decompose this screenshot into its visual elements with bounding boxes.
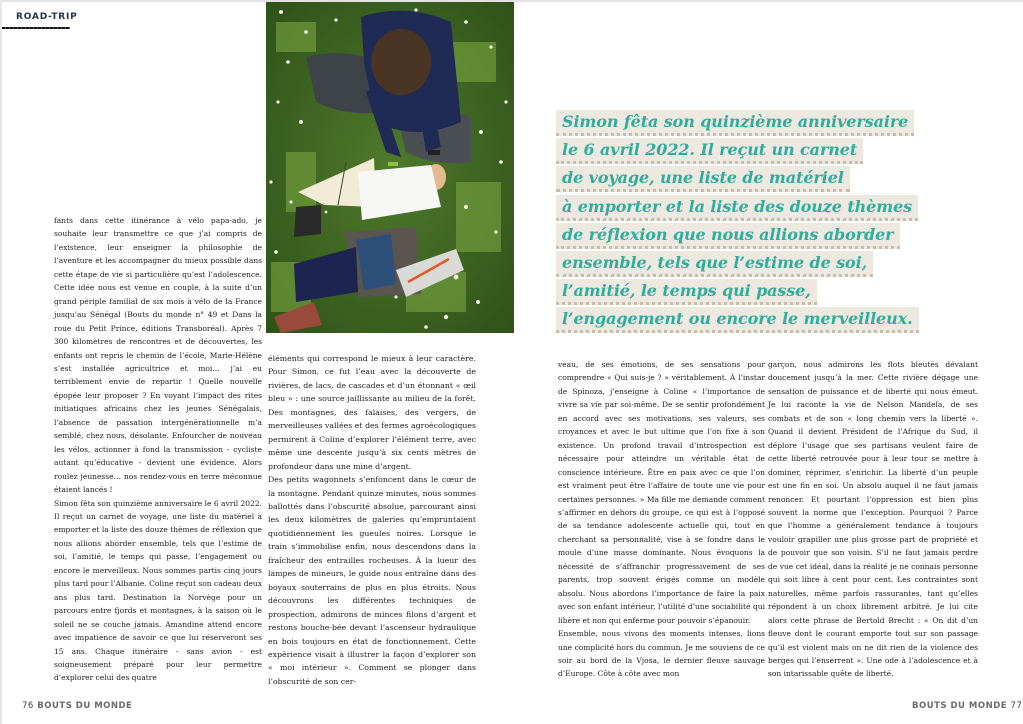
paragraph: Simon fêta son quinzième anniversaire le 6 avril 2022. Il reçut un carnet de voyage, une liste du matériel à emporter et la liste des douze thèmes de réflexion que nous allions aborder ensemble, tels que l’estime de soi, l’amitié, le temps qui passe, l’engagement ou encore le merveilleux. Nous sommes partis cinq jours plus tard pour l’Albanie. Coline reçut son cadeau deux ans plus tard. Destination la Norvège pour un parcours entre fjords et montagnes, à la saison où le soleil ne se couche jamais. Amandine attend encore avec impatience de savoir ce que lui réserveront ses 15 ans. Chaque itinéraire - sans avion - est soigneusement préparé pour leur permettre d’explorer celui des quatre	[54, 498, 262, 683]
paragraph: Ensemble, nous vivons des moments intenses, lions une complicité hors du commun. Je me souviens de ce soir au bord de la Vjosa, le dernier fleuve sauvage d’Europe. Côte à côte avec mon	[558, 629, 765, 679]
page-number-left: 76	[22, 701, 34, 711]
pull-quote-line: de réflexion que nous allions aborder	[556, 223, 918, 251]
page-left-border	[0, 0, 2, 724]
paragraph: éléments qui correspond le mieux à leur caractère. Pour Simon, ce fut l’eau avec la découverte de rivières, de lacs, de cascades et d’un étonnant « œil bleu » : une source jaillissante au milieu de la forêt. Des montagnes, des falaises, des vergers, de merveilleuses vallées et des fermes agroécologiques permirent à Coline d’explorer l’élément terre, avec même une descente jusqu’à six cents mètres de profondeur dans une mine d’argent.	[268, 354, 476, 471]
page-number-right: 77	[1010, 701, 1023, 711]
body-column-3	[558, 358, 765, 681]
body-column-1	[54, 214, 262, 685]
section-rubric: ROAD-TRIP	[16, 12, 78, 22]
pull-quote-line: à emporter et la liste des douze thèmes	[556, 195, 918, 223]
paragraph: fants dans cette itinérance à vélo papa-ado, je souhaite leur transmettre ce que j’ai compris de l’existence, leur enseigner la philosophie de l’aventure et les accompagner du mieux possible dans cette étape de vie si particulière qu’est l’adolescence. Cette idée nous est venue en couple, à la suite d’un grand périple familial de six mois à vélo de la France jusqu’au Sénégal (Bouts du monde n° 49 et Dans la roue du Petit Prince, éditions Transboréal). Après 7 300 kilomètres de rencontres et de découvertes, les enfants ont repris le chemin de l’école, Marie-Hélène s’est installée agricultrice et moi… j’ai eu terriblement envie de repartir ! Quelle nouvelle épopée leur proposer ? En voyant l’impact des rites initiatiques africains chez les jeunes Sénégalais, l’absence de passation intergénérationnelle m’a semblé, chez nous, désolante. Enfourcher de nouveau les vélos, actionner à fond la transmission - cycliste autant qu’éducative - devient une évidence. Alors roulez jeunesse… nos rendez-vous en terre méconnue étaient lancés !	[54, 216, 262, 495]
folio-right	[912, 701, 1022, 711]
article-photo	[266, 2, 514, 333]
rubric-underline	[2, 27, 70, 29]
pull-quote-line: le 6 avril 2022. Il reçut un carnet	[556, 138, 918, 166]
pull-quote-line: l’amitié, le temps qui passe,	[556, 279, 918, 307]
body-column-4	[768, 358, 978, 681]
magazine-title-left: BOUTS DU MONDE	[37, 701, 133, 711]
paragraph: Des petits wagonnets s’enfoncent dans le cœur de la montagne. Pendant quinze minutes, nous sommes ballottés dans l’obscurité absolue, parcourant ainsi les deux kilomètres de galeries qu’empruntaient quotidiennement les gueules noires. Lorsque le train s’immobilise enfin, nous descendons dans la fraîcheur des entrailles rocheuses. À la lueur des lampes de mineurs, le guide nous entraîne dans des boyaux souterrains de plus en plus étroits. Nous découvrons les différentes techniques de prospection, admirons de minces filons d’argent et restons bouche-bée devant l’ascenseur hydraulique en bois toujours en état de fonctionnement. Cette expérience visait à illustrer la façon d’explorer son « moi intérieur ». Comment se plonger dans l’obscurité de son cer-	[268, 475, 476, 686]
folio-left	[22, 701, 132, 711]
paragraph: veau, de ses émotions, de ses sensations pour comprendre « Qui suis-je ? » véritablement. À l’instar de Spinoza, j’enseigne à Coline « l’importance de vivre sa vie par soi-même. De se sentir profondément en accord avec ses motivations, ses valeurs, ses croyances et avec le but ultime que l’on fixe à son existence. Un profond travail d’introspection est nécessaire pour atteindre un véritable état de conscience intérieure. Être en paix avec ce que l’on est vraiment peut être l’affaire de toute une vie pour certaines personnes. » Ma fille me demande comment s’affirmer en dehors du groupe, ce qui est à l’opposé de sa tendance adolescente actuelle qui, tout en cherchant sa personnalité, vise à se fondre dans le moule d’une masse dominante. Nous évoquons la nécessité de s’affranchir progressivement de ses parents, trop souvent érigés comme un modèle absolu. Nous abordons l’importance de faire la paix avec son enfant intérieur, l’utilité d’une sociabilité qui libère et non qui enferme pour pouvoir s’épanouir.	[558, 360, 765, 625]
paragraph: garçon, nous admirons les flots bleutés dévalant doucement jusqu’à la mer. Cette rivière dégage une sensation de puissance et de liberté qui nous émeut. Je lui raconte la vie de Nelson Mandela, de ses combats et de son « long chemin vers la liberté ». Quand il devient Président de l’Afrique du Sud, il déplore l’usage que ses partisans veulent faire de cette liberté retrouvée pour à leur tour se mettre à dominer, réprimer, s’enrichir. La liberté d’un peuple est une fin en soi. Un absolu auquel il ne faut jamais renoncer. Et pourtant l’oppression est bien plus souvent la norme que l’exception. Pourquoi ? Parce que l’homme a généralement tendance à toujours vouloir grapiller une plus grosse part de propriété et de pouvoir que son voisin. S’il ne faut jamais perdre de vue cet idéal, dans la réalité je ne connais personne qui soit libre à cent pour cent. Les contraintes sont naturelles, même parfois rassurantes, tant qu’elles répondent à un choix librement arbitré. Je lui cite alors cette phrase de Bertold Brecht : « On dit d’un fleuve dont le courant emporte tout sur son passage qu’il est violent mais on ne dit rien de la violence des berges qui l’enserrent ». Une ode à l’adolescence et à son intarissable quête de liberté.	[768, 360, 978, 679]
magazine-title-right: BOUTS DU MONDE	[912, 701, 1008, 711]
pull-quote-line: l’engagement ou encore le merveilleux.	[556, 307, 918, 335]
body-column-2	[268, 352, 476, 688]
pull-quote-line: ensemble, tels que l’estime de soi,	[556, 251, 918, 279]
pull-quote	[556, 110, 918, 336]
pull-quote-line: Simon fêta son quinzième anniversaire	[556, 110, 918, 138]
pull-quote-line: de voyage, une liste de matériel	[556, 166, 918, 194]
photo-boy-writing-notebook-icon	[266, 2, 514, 333]
